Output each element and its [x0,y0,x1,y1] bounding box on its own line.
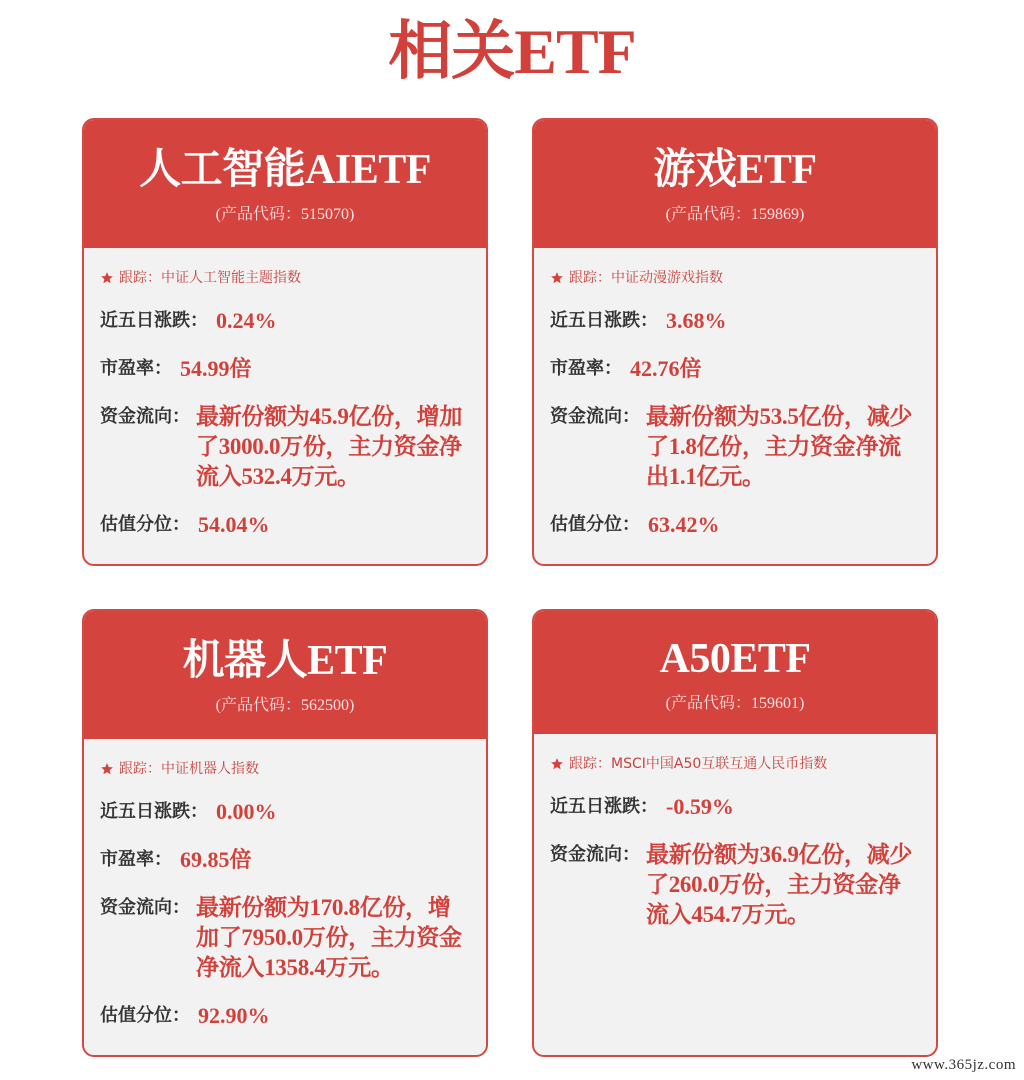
watermark: www.365jz.com [911,1057,1016,1073]
row-label: 估值分位： [100,1005,190,1026]
card-body [534,734,936,930]
card-name: 人工智能AIETF [139,147,431,193]
row-label: 市盈率： [100,358,172,379]
row-label: 估值分位： [550,514,640,535]
track-text: 跟踪：中证动漫游戏指数 [569,270,723,286]
track-line [100,759,470,779]
row-fund-flow [550,402,920,492]
row-change [100,797,470,827]
row-label: 近五日涨跌： [100,310,208,331]
row-value: 54.99倍 [180,356,252,381]
row-value: 69.85倍 [180,847,252,872]
track-text: 跟踪：MSCI中国A50互联互通人民币指数 [569,756,828,772]
row-fund-flow [100,402,470,492]
row-label: 近五日涨跌： [550,796,658,817]
row-value: 3.68% [666,308,727,333]
card-code: (产品代码：515070) [215,206,355,223]
star-icon [550,757,564,771]
row-pe [550,354,920,384]
row-value: 最新份额为36.9亿份，减少了260.0万份，主力资金净流入454.7万元。 [646,842,913,927]
card-header [84,611,486,739]
track-line [100,268,470,288]
track-line [550,268,920,288]
row-valuation [550,510,920,540]
row-value: 0.24% [216,308,277,333]
row-value: 63.42% [648,512,720,537]
row-label: 估值分位： [100,514,190,535]
row-fund-flow [550,840,920,930]
card-header [84,120,486,248]
row-label: 市盈率： [550,358,622,379]
row-pe [100,354,470,384]
card-header [534,120,936,248]
row-fund-flow [100,893,470,983]
etf-card-a50 [532,609,938,1057]
row-label: 资金流向： [100,406,190,427]
track-line [550,754,920,774]
etf-card-robot [82,609,488,1057]
row-label: 资金流向： [550,406,640,427]
card-code: (产品代码：159601) [665,695,805,712]
row-value: 42.76倍 [630,356,702,381]
row-value: -0.59% [666,794,734,819]
etf-card-game [532,118,938,566]
card-header [534,611,936,734]
card-name: 机器人ETF [182,638,388,684]
row-pe [100,845,470,875]
etf-card-ai [82,118,488,566]
card-name: A50ETF [659,636,811,682]
card-code: (产品代码：159869) [665,206,805,223]
track-text: 跟踪：中证人工智能主题指数 [119,270,301,286]
card-body [84,739,486,1031]
row-value: 最新份额为170.8亿份，增加了7950.0万份，主力资金净流入1358.4万元。 [196,895,462,980]
row-value: 92.90% [198,1003,270,1028]
card-body [84,248,486,540]
card-body [534,248,936,540]
card-name: 游戏ETF [653,147,817,193]
row-value: 54.04% [198,512,270,537]
row-change [550,306,920,336]
star-icon [550,271,564,285]
star-icon [100,271,114,285]
track-text: 跟踪：中证机器人指数 [119,761,259,777]
star-icon [100,762,114,776]
row-valuation [100,1001,470,1031]
row-change [550,792,920,822]
row-label: 市盈率： [100,849,172,870]
row-value: 最新份额为45.9亿份，增加了3000.0万份，主力资金净流入532.4万元。 [196,404,463,489]
card-code: (产品代码：562500) [215,697,355,714]
row-value: 最新份额为53.5亿份，减少了1.8亿份，主力资金净流出1.1亿元。 [646,404,913,489]
row-label: 资金流向： [100,897,190,918]
row-change [100,306,470,336]
row-label: 近五日涨跌： [550,310,658,331]
row-label: 资金流向： [550,844,640,865]
row-label: 近五日涨跌： [100,801,208,822]
row-value: 0.00% [216,799,277,824]
page-title: 相关ETF [388,16,636,87]
row-valuation [100,510,470,540]
